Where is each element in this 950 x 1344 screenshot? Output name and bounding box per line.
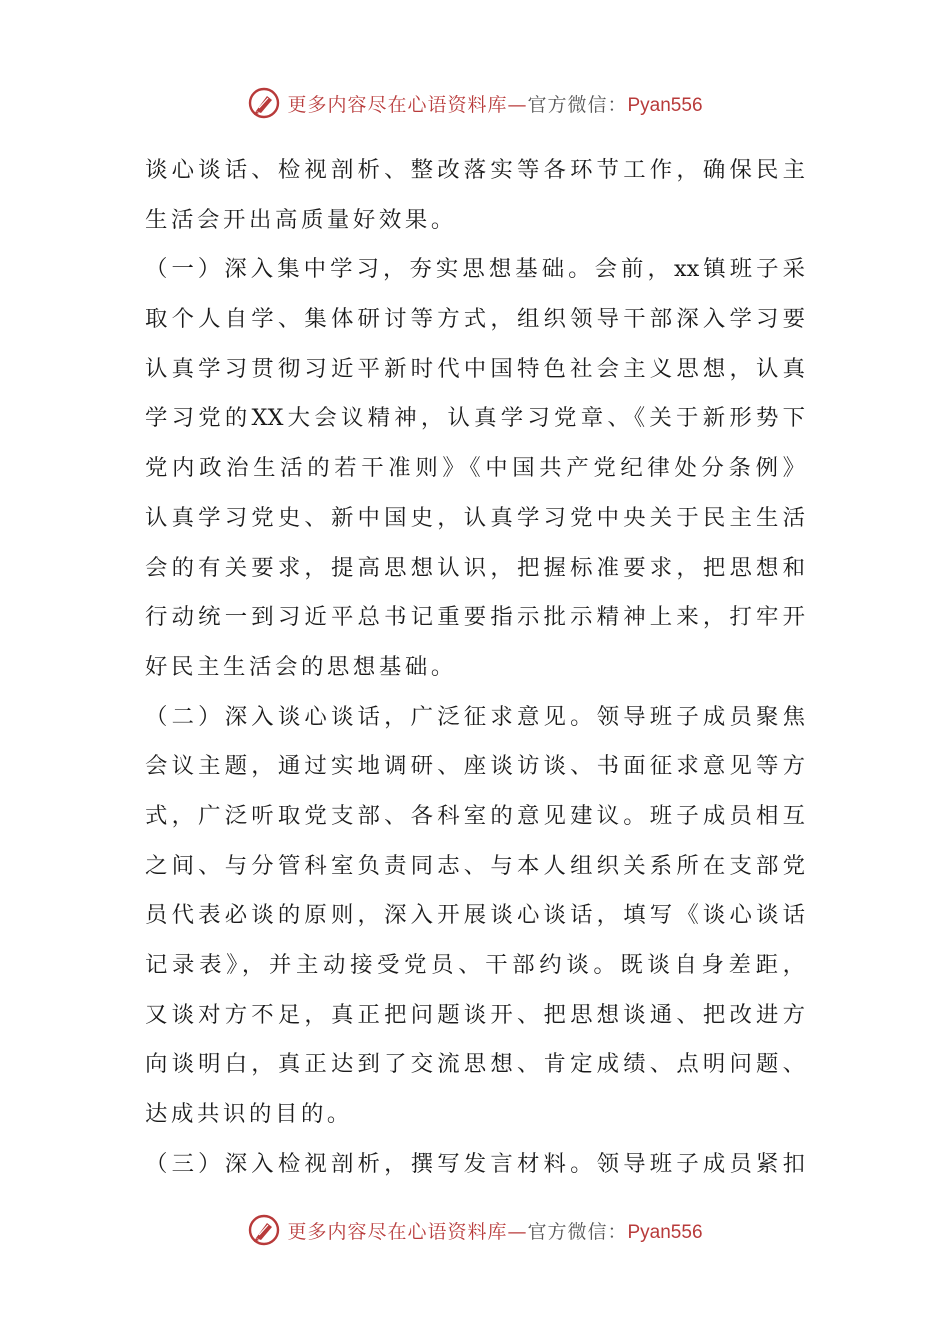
text-line: 取个人自学、集体研讨等方式，组织领导干部深入学习要: [145, 306, 805, 333]
text-line: 党内政治生活的若干准则》《中国共产党纪律处分条例》: [145, 455, 805, 482]
text-line: 好民主生活会的思想基础。: [145, 653, 457, 680]
watermark-lead: 更多内容尽在心语资料库: [287, 93, 508, 116]
section-heading-line: （三）深入检视剖析，撰写发言材料。领导班子成员紧扣: [145, 1150, 805, 1177]
section-heading-line: （一）深入集中学习，夯实思想基础。会前，xx镇班子采: [145, 256, 805, 283]
section-heading-line: （二）深入谈心谈话，广泛征求意见。领导班子成员聚焦: [145, 703, 805, 730]
watermark-sub: 官方微信：: [527, 1220, 628, 1243]
text-line: 行动统一到习近平总书记重要指示批示精神上来，打牢开: [145, 604, 805, 631]
text-line: 生活会开出高质量好效果。: [145, 206, 457, 233]
footer-watermark: [0, 1210, 950, 1250]
text-line: 会的有关要求，提高思想认识，把握标准要求，把思想和: [145, 554, 805, 581]
text-line: 谈心谈话、检视剖析、整改落实等各环节工作，确保民主: [145, 157, 805, 183]
watermark-dash: —: [507, 93, 528, 116]
text-line: 学习党的XX大会议精神，认真学习党章、《关于新形势下: [145, 405, 805, 432]
text-line: 认真学习党史、新中国史，认真学习党中央关于民主生活: [145, 504, 805, 531]
pen-nib-logo-icon: [247, 1213, 281, 1247]
text-line: 式，广泛听取党支部、各科室的意见建议。班子成员相互: [145, 802, 805, 829]
text-line: 向谈明白，真正达到了交流思想、肯定成绩、点明问题、: [145, 1051, 805, 1078]
text-line: 记录表》，并主动接受党员、干部约谈。既谈自身差距，: [145, 952, 805, 978]
document-body: [145, 146, 805, 1189]
watermark-handle: Pyan556: [627, 94, 703, 116]
header-watermark: [0, 83, 950, 123]
watermark-text: [287, 90, 702, 117]
text-line: 会议主题，通过实地调研、座谈访谈、书面征求意见等方: [145, 753, 805, 780]
pen-nib-logo-icon: [247, 86, 281, 120]
watermark-dash: —: [507, 1220, 528, 1243]
watermark-handle: Pyan556: [627, 1221, 703, 1243]
text-line: 认真学习贯彻习近平新时代中国特色社会主义思想，认真: [145, 355, 805, 382]
text-line: 达成共识的目的。: [145, 1101, 353, 1128]
text-line: 又谈对方不足，真正把问题谈开、把思想谈通、把改进方: [145, 1001, 805, 1028]
watermark-text: [287, 1217, 702, 1244]
watermark-sub: 官方微信：: [527, 93, 628, 116]
text-line: 之间、与分管科室负责同志、与本人组织关系所在支部党: [145, 852, 805, 879]
text-line: 员代表必谈的原则，深入开展谈心谈话，填写《谈心谈话: [145, 902, 805, 929]
watermark-lead: 更多内容尽在心语资料库: [287, 1220, 508, 1243]
